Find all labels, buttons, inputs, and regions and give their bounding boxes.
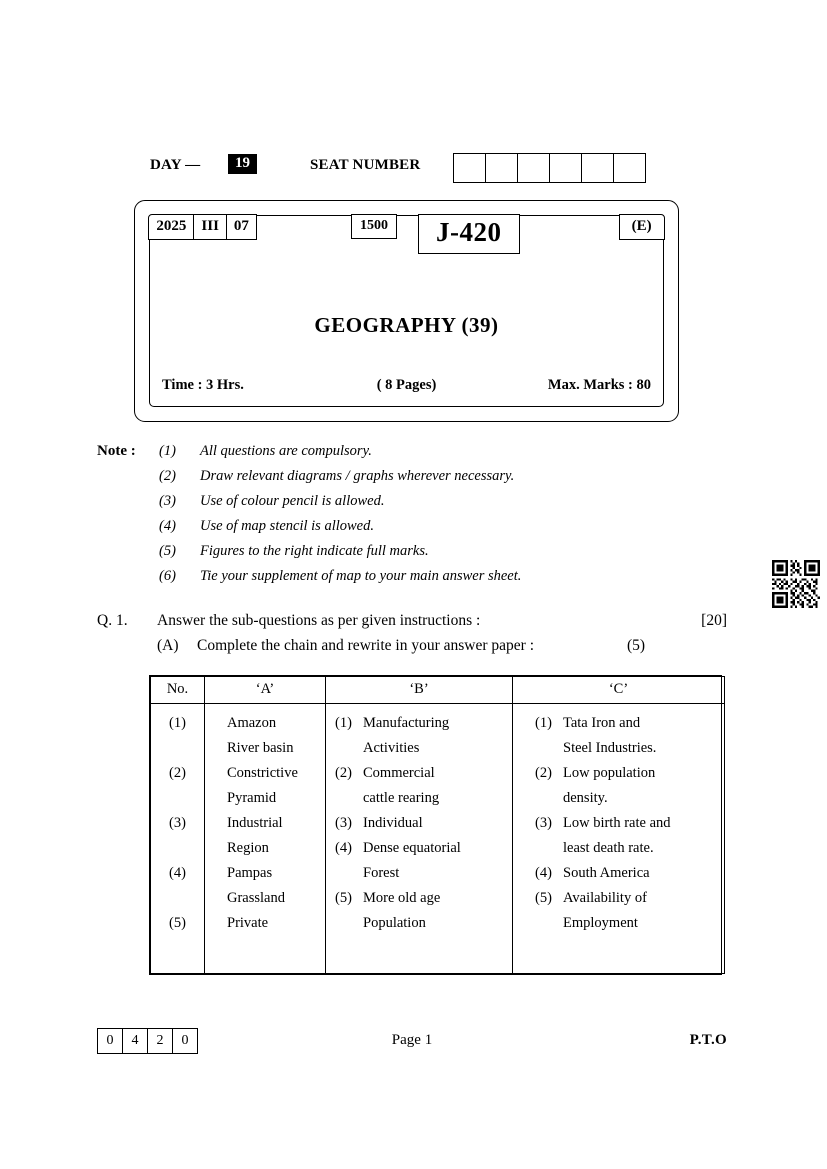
footer-code-digit: 0 [181,1033,189,1048]
exam-page-count: ( 8 Pages) [376,377,437,393]
note-title: Note : [97,443,136,459]
note-item-number: (3) [159,493,176,509]
question-1-marks: [20] [701,612,727,629]
list-item [227,911,325,936]
entry-number: (4) [535,865,552,881]
qr-code [772,560,820,608]
entry-text: Commercial [363,765,435,781]
entry-text: Tata Iron and [563,715,641,731]
entry-number: (1) [335,715,352,731]
cell-column-c [513,704,725,974]
entry-number: (3) [535,815,552,831]
question-1a-text: Complete the chain and rewrite in your answer paper : [197,637,535,654]
row-number-text: (1) [169,715,186,731]
cell-numbers [151,704,205,974]
entry-text: Availability of [563,890,647,906]
entry-line-2: density. [563,790,608,806]
note-item [97,543,717,568]
entry-text: South America [563,865,650,881]
entry-line-2: Steel Industries. [563,740,657,756]
entry-line-2: Pyramid [227,790,277,806]
note-item-text: Figures to the right indicate full marks. [200,543,429,559]
entry-line-2: cattle rearing [363,790,440,806]
footer-code-digit: 0 [98,1029,123,1053]
exam-day-code: 07 [233,218,249,235]
note-item-text: Tie your supplement of map to your main answer sheet. [200,568,522,584]
list-item [535,711,724,761]
entry-number: (2) [535,765,552,781]
note-item [97,468,717,493]
entry-line-2: River basin [227,740,294,756]
note-item [97,493,717,518]
list-item [335,836,512,886]
entry-line-2: Activities [363,740,420,756]
entry-text: Low population [563,765,656,781]
seat-number-cell[interactable] [518,154,550,182]
note-item-text: Use of colour pencil is allowed. [200,493,385,509]
seat-number-cell[interactable] [582,154,614,182]
row-number-text: (3) [169,815,186,831]
exam-code-group [148,214,257,240]
day-label: DAY — [150,157,201,173]
entry-line-1 [535,711,724,736]
entry-line-1 [535,811,724,836]
entry-number: (4) [335,840,352,856]
medium-indicator: (E) [619,214,665,240]
cell-column-a [205,704,326,974]
entry-line-1 [335,761,512,786]
footer-code-digit: 2 [148,1029,173,1053]
day-number-badge: 19 [228,154,257,174]
row-number [151,911,204,961]
list-item [535,861,724,886]
exam-max-marks: Max. Marks : 80 [547,377,651,393]
entry-line-1 [335,811,512,836]
footer-code-digit: 4 [123,1029,148,1053]
entry-number: (2) [335,765,352,781]
exam-header-inner-frame [149,215,664,407]
list-item [335,886,512,936]
cell-column-b [326,704,513,974]
row-number-text: (4) [169,865,186,881]
row-number-text: (5) [169,915,186,931]
entry-line-2: Grassland [227,890,285,906]
list-item [535,886,724,936]
entry-text: Dense equatorial [363,840,461,856]
exam-roman-numeral: III [194,215,227,239]
list-item [335,811,512,836]
pto-indicator: P.T.O [689,1032,727,1048]
exam-time: Time : 3 Hrs. [162,377,244,393]
question-1a-marks: (5) [627,637,646,654]
note-item [97,518,717,543]
note-item-number: (1) [159,443,176,459]
entry-line-1 [535,886,724,911]
list-item [227,811,325,861]
exam-serial-number: 1500 [351,214,397,239]
entry-line-2: Forest [363,865,400,881]
entry-line-1 [335,886,512,911]
list-item [335,711,512,761]
list-item [227,711,325,761]
entry-line-2: Region [227,840,269,856]
seat-number-cell[interactable] [550,154,582,182]
entry-text: Low birth rate and [563,815,671,831]
entry-line-1: Industrial [227,815,283,831]
column-header-b: ‘B’ [326,677,513,704]
page-number: Page 1 [391,1032,433,1048]
entry-line-1 [535,861,724,886]
subject-title: GEOGRAPHY (39) [314,313,499,337]
note-item-text: All questions are compulsory. [200,443,372,459]
entry-line-1: Private [227,915,269,931]
exam-header-frame [134,200,679,422]
row-number [151,811,204,861]
note-item-text: Use of map stencil is allowed. [200,518,374,534]
entry-line-2: Population [363,915,426,931]
seat-number-boxes[interactable] [453,153,646,183]
table-row [151,704,725,974]
entry-text: More old age [363,890,441,906]
entry-line-1 [335,711,512,736]
column-header-a: ‘A’ [205,677,326,704]
list-item [335,761,512,811]
entry-line-2: least death rate. [563,840,654,856]
note-item-text: Draw relevant diagrams / graphs wherever necessary. [200,468,515,484]
exam-meta-row [162,377,651,397]
list-item [227,761,325,811]
entry-text: Manufacturing [363,715,450,731]
page-header [150,153,690,185]
note-item [97,568,717,593]
row-number [151,711,204,761]
note-item [97,443,717,468]
entry-number: (5) [535,890,552,906]
paper-code: J-420 [418,214,520,254]
entry-number: (1) [535,715,552,731]
entry-line-1: Amazon [227,715,277,731]
question-1-text: Answer the sub-questions as per given instructions : [157,612,481,629]
note-item-number: (4) [159,518,176,534]
list-item [227,861,325,911]
entry-line-2: Employment [563,915,638,931]
exam-year: 2025 [149,215,194,239]
page-footer [97,1028,727,1058]
note-item-number: (5) [159,543,176,559]
row-number [151,861,204,911]
chain-table [149,675,722,975]
note-block [97,443,717,593]
entry-line-1: Pampas [227,865,273,881]
question-1-label: Q. 1. [97,612,128,629]
seat-number-cell[interactable] [454,154,486,182]
list-item [535,811,724,861]
entry-line-1 [535,761,724,786]
entry-line-1: Constrictive [227,765,298,781]
entry-number: (5) [335,890,352,906]
column-header-no: No. [151,677,205,704]
row-number [151,761,204,811]
entry-line-1 [335,836,512,861]
column-header-c: ‘C’ [513,677,725,704]
note-item-number: (6) [159,568,176,584]
seat-number-cell[interactable] [614,154,645,182]
entry-text: Individual [363,815,423,831]
seat-number-cell[interactable] [486,154,518,182]
seat-number-label: SEAT NUMBER [310,157,421,173]
question-1a-label: (A) [157,637,179,654]
list-item [535,761,724,811]
entry-number: (3) [335,815,352,831]
row-number-text: (2) [169,765,186,781]
note-item-number: (2) [159,468,176,484]
table-header-row [151,677,725,704]
